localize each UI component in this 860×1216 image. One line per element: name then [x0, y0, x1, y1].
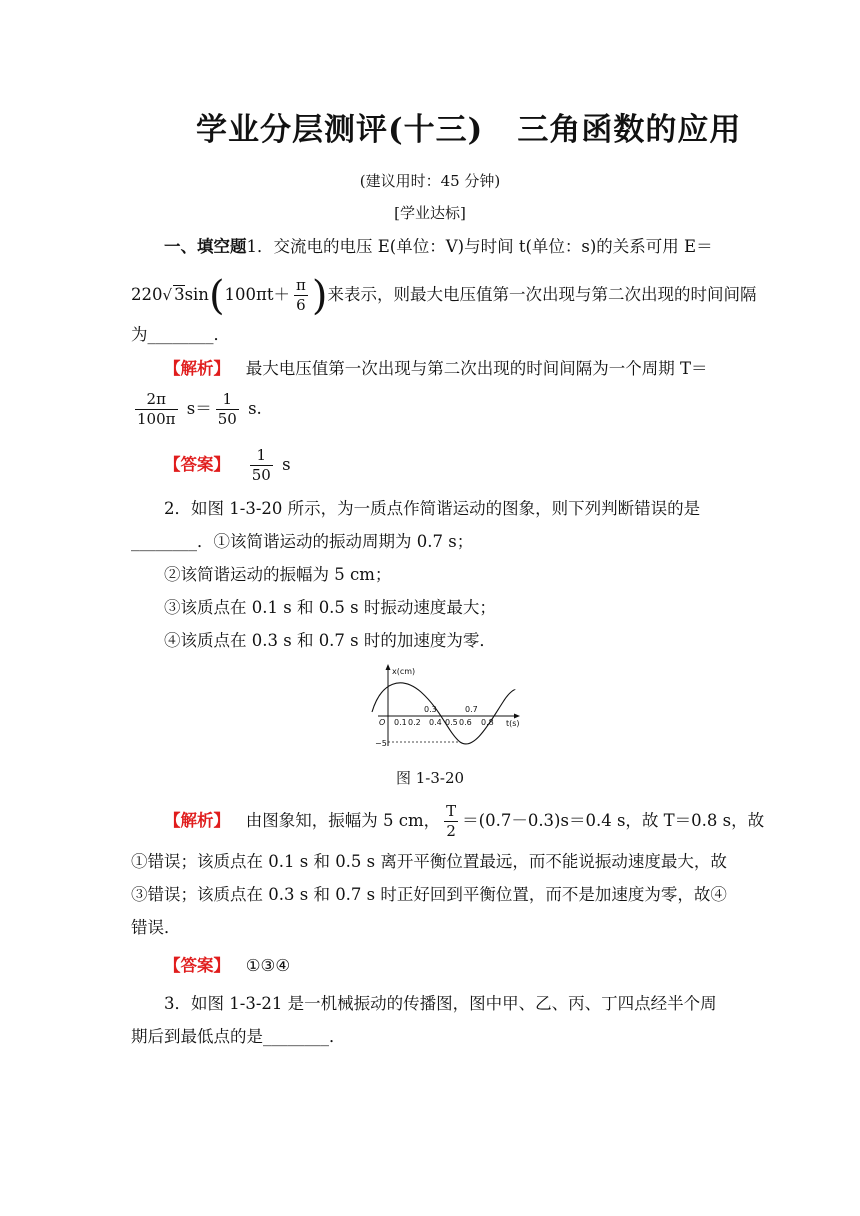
- tick-0.7: 0.7: [465, 705, 478, 714]
- y-axis-arrow: [386, 664, 391, 670]
- analysis-1-line-2: $\frac{2\pi}{100\pi}$ s＝ $\frac{1}{50}$ s.: [137, 390, 262, 428]
- question-2-line-3: ②该简谐运动的振幅为 5 cm；: [164, 565, 392, 584]
- question-1-line-3: 为________．: [131, 325, 230, 344]
- x-axis-arrow: [514, 714, 520, 719]
- answer-label: 【答案】: [164, 455, 230, 474]
- analysis-2-line-3: ③错误；该质点在 0.3 s 和 0.7 s 时正好回到平衡位置，而不是加速度为零，故④: [131, 885, 727, 904]
- time-note: (建议用时：45 分钟): [359, 172, 501, 190]
- harmonic-motion-graph: [368, 662, 538, 754]
- origin-label: O: [379, 718, 386, 727]
- y-axis-label: x(cm): [392, 667, 416, 676]
- analysis-2-line-2: ①错误；该质点在 0.1 s 和 0.5 s 离开平衡位置最远，而不能说振动速度最大，故: [131, 852, 727, 871]
- question-3-line-1: 3．如图 1-3-21 是一机械振动的传播图，图中甲、乙、丙、丁四点经半个周: [164, 994, 717, 1013]
- question-2-line-5: ④该质点在 0.3 s 和 0.7 s 时的加速度为零．: [164, 631, 496, 650]
- tick-0.2: 0.2: [408, 718, 421, 727]
- tick-0.1: 0.1: [394, 718, 407, 727]
- tick-0.8: 0.8: [481, 718, 494, 727]
- question-3-line-2: 期后到最低点的是________．: [131, 1027, 346, 1046]
- answer-1: 【答案】 $\frac{1}{50}$ s: [164, 446, 291, 484]
- tick-0.4: 0.4: [429, 718, 442, 727]
- analysis-label: 【解析】: [164, 811, 230, 830]
- question-2-line-1: 2．如图 1-3-20 所示，为一质点作简谐运动的图象，则下列判断错误的是: [164, 499, 701, 518]
- neg-five-label: −5: [375, 739, 387, 748]
- answer-2: 【答案】 ①③④: [164, 956, 291, 975]
- section-heading: 一、填空题: [164, 237, 247, 256]
- question-1-formula-line: 220√ 3sin(100πt＋ $\frac{\pi}{6}$ )来表示，则最大电压值第一次出现与第二次出现的时间间隔: [131, 272, 757, 319]
- analysis-2-line-4: 错误．: [131, 918, 181, 937]
- tick-0.5: 0.5: [445, 718, 458, 727]
- question-1-line-1: 一、填空题1．交流电的电压 E(单位：V)与时间 t(单位：s)的关系可用 E＝: [164, 237, 713, 256]
- x-axis-label: t(s): [506, 719, 520, 728]
- analysis-1-line-1: 【解析】 最大电压值第一次出现与第二次出现的时间间隔为一个周期 T＝: [164, 359, 708, 378]
- section-label: [学业达标]: [394, 204, 466, 222]
- page-title: 学业分层测评(十三) 三角函数的应用: [196, 112, 742, 148]
- question-2-line-4: ③该质点在 0.1 s 和 0.5 s 时振动速度最大；: [164, 598, 496, 617]
- question-2-line-2: ________．①该简谐运动的振动周期为 0.7 s；: [131, 532, 474, 551]
- displacement-curve: [372, 683, 515, 744]
- tick-0.6: 0.6: [459, 718, 472, 727]
- tick-0.3: 0.3: [424, 705, 437, 714]
- analysis-label: 【解析】: [164, 359, 230, 378]
- analysis-2-line-1: 【解析】 由图象知，振幅为 5 cm， $\frac{T}{2}$ ＝(0.7－0.3)s＝0.4 s，故 T＝0.8 s，故: [164, 802, 765, 840]
- figure-caption: 图 1-3-20: [395, 769, 465, 787]
- answer-label: 【答案】: [164, 956, 230, 975]
